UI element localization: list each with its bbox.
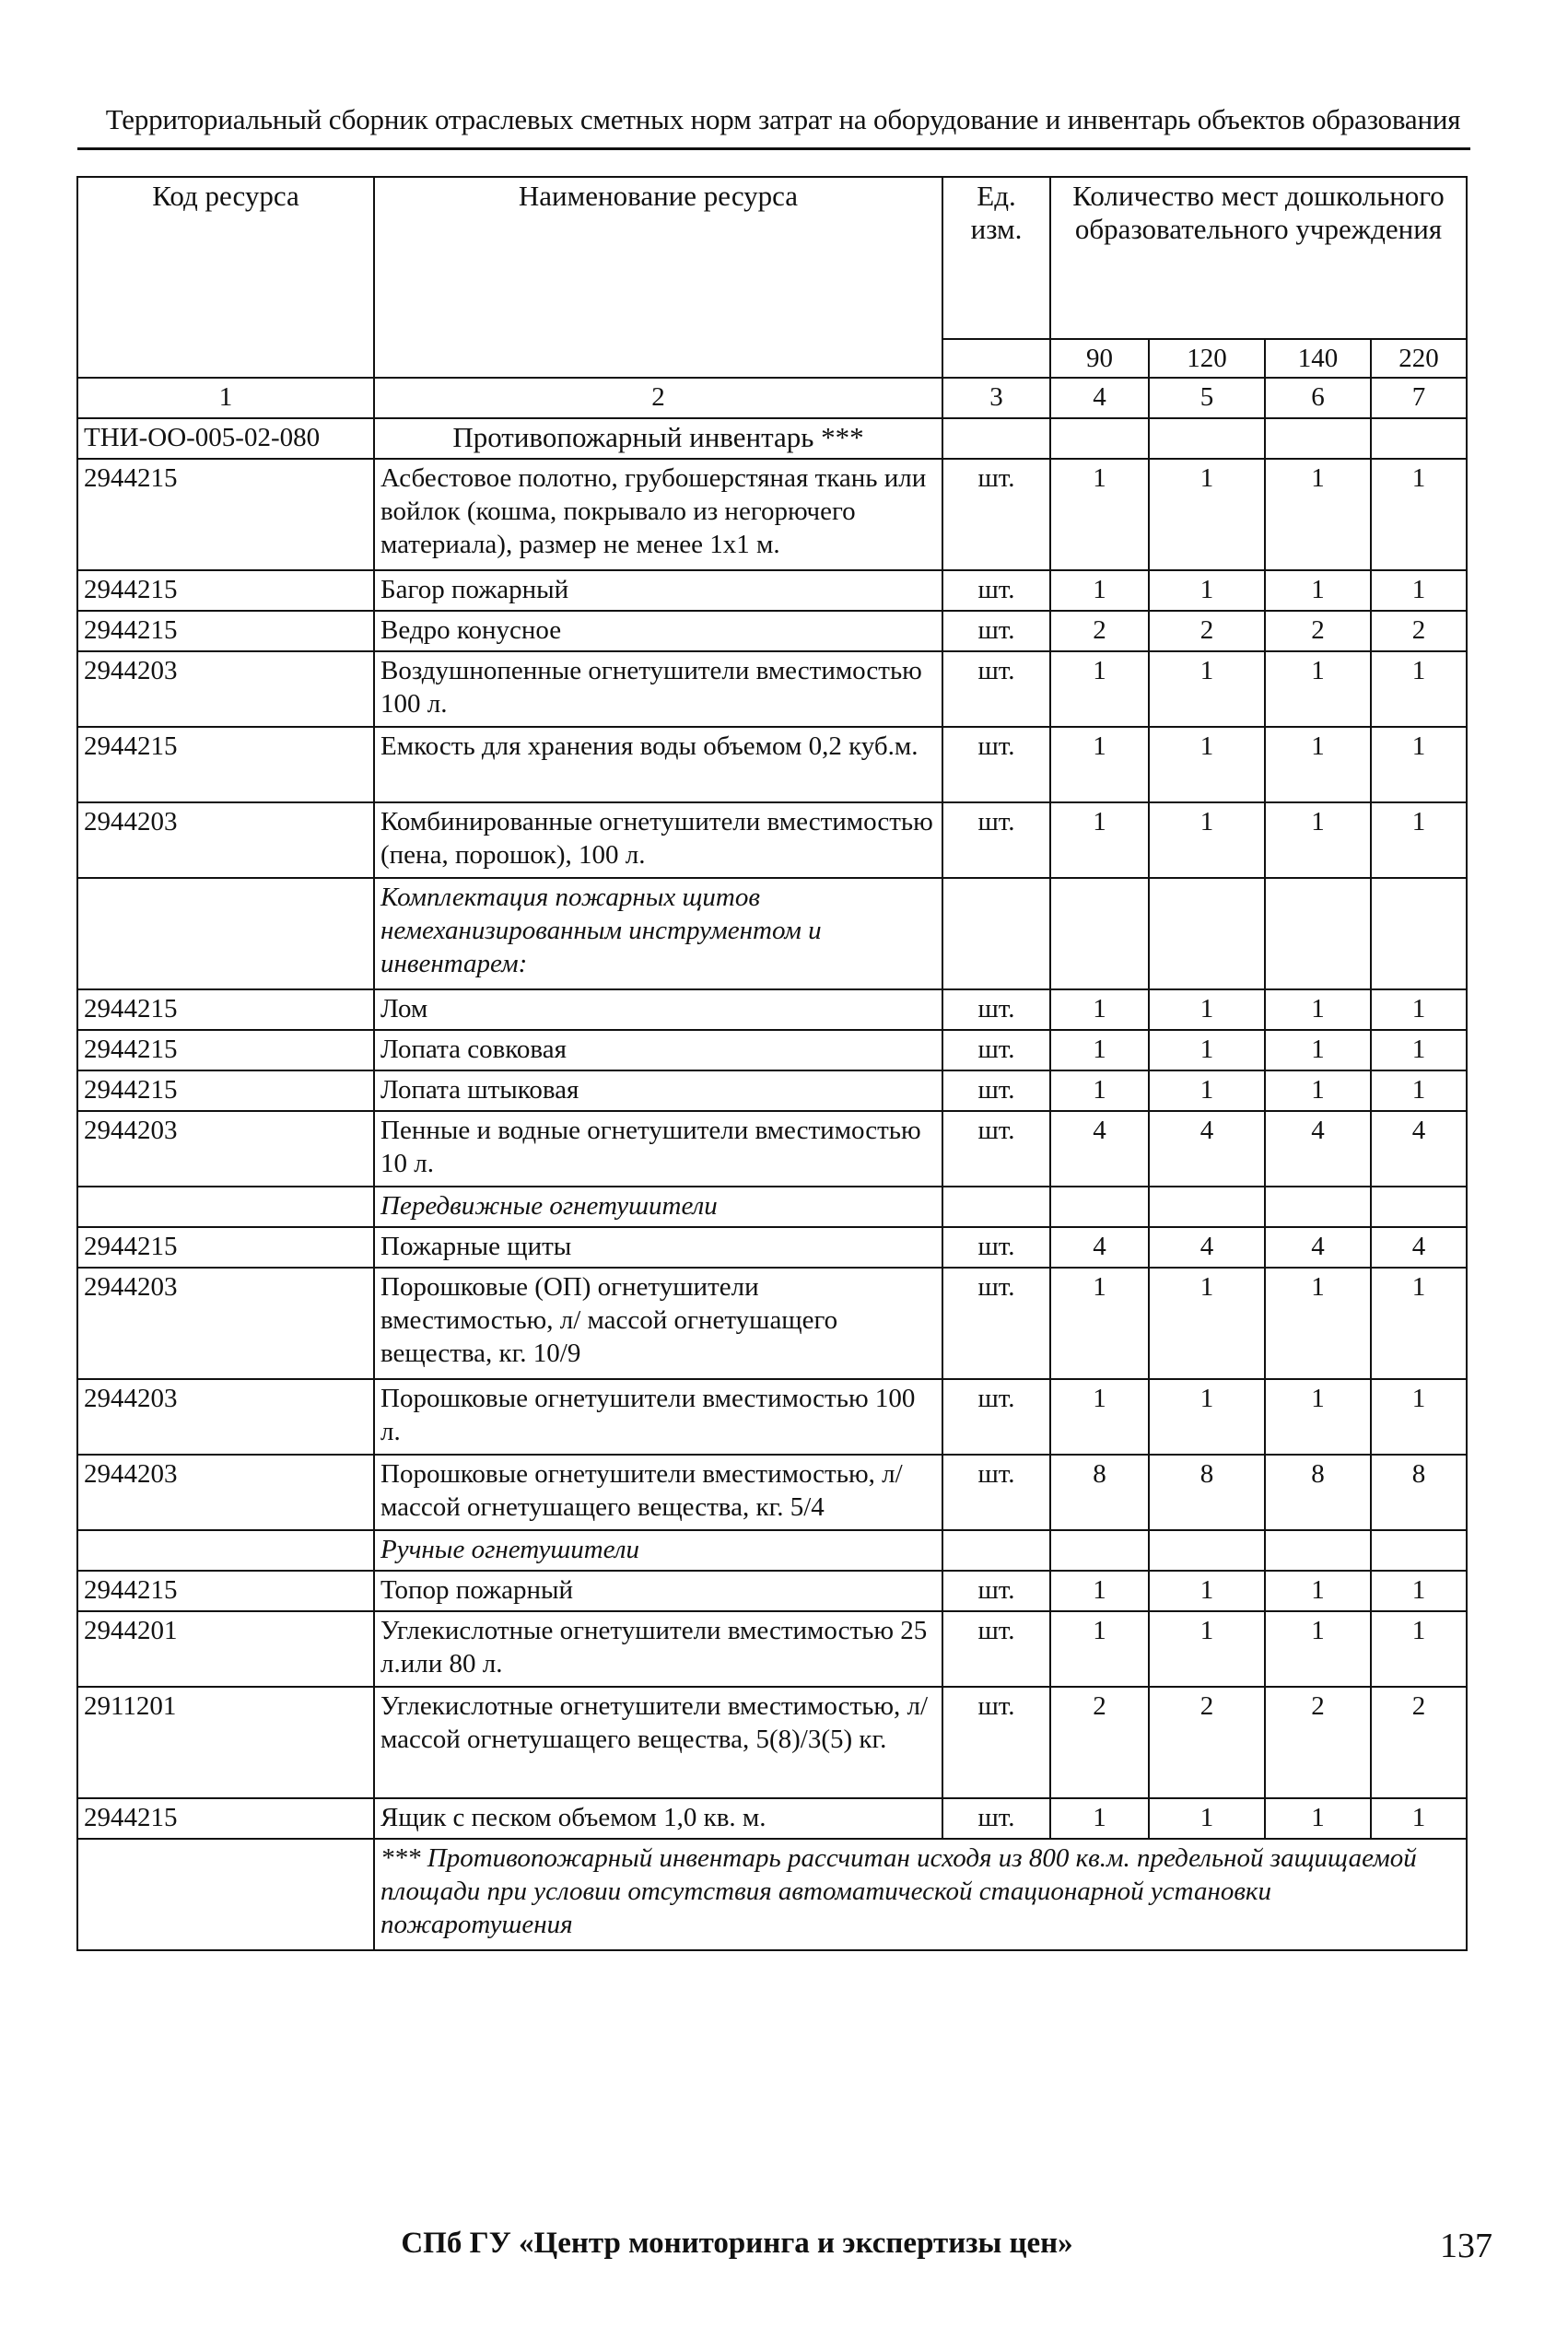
qty-220: 1 <box>1371 802 1467 878</box>
qty-120: 1 <box>1149 1268 1265 1379</box>
header-code: Код ресурса <box>77 177 374 378</box>
unit: шт. <box>942 651 1050 727</box>
qty-140 <box>1265 878 1371 989</box>
qty-220: 1 <box>1371 1571 1467 1611</box>
qty-90: 8 <box>1050 1455 1149 1530</box>
table-row <box>77 1070 1467 1111</box>
unit: шт. <box>942 570 1050 611</box>
qty-140: 1 <box>1265 651 1371 727</box>
qty-90: 1 <box>1050 1070 1149 1111</box>
qty-220 <box>1371 1530 1467 1571</box>
resource-code: 2944215 <box>77 611 374 651</box>
qty-120: 1 <box>1149 570 1265 611</box>
qty-220: 1 <box>1371 570 1467 611</box>
qty-140: 1 <box>1265 1571 1371 1611</box>
unit: шт. <box>942 1111 1050 1187</box>
table-row <box>77 570 1467 611</box>
qty-140: 1 <box>1265 1379 1371 1455</box>
qty-220: 4 <box>1371 1227 1467 1268</box>
table-row <box>77 727 1467 802</box>
resource-code: 2944215 <box>77 570 374 611</box>
qty-220 <box>1371 878 1467 989</box>
resource-code: 2944203 <box>77 802 374 878</box>
qty-120: 8 <box>1149 1455 1265 1530</box>
resource-code: 2944215 <box>77 1798 374 1839</box>
resource-name: Ведро конусное <box>374 611 942 651</box>
resource-code: 2944203 <box>77 1268 374 1379</box>
resource-code: 2944203 <box>77 651 374 727</box>
qty-120: 1 <box>1149 802 1265 878</box>
qty-90: 1 <box>1050 459 1149 570</box>
qty-140 <box>1265 1187 1371 1227</box>
resource-code: 2944215 <box>77 459 374 570</box>
qty-140: 1 <box>1265 1611 1371 1687</box>
resource-code: 2944215 <box>77 1030 374 1070</box>
unit: шт. <box>942 727 1050 802</box>
column-number: 6 <box>1265 378 1371 418</box>
footnote-blank <box>77 1839 374 1950</box>
table-row <box>77 1571 1467 1611</box>
column-number: 3 <box>942 378 1050 418</box>
table-row <box>77 1611 1467 1687</box>
unit: шт. <box>942 1687 1050 1798</box>
unit: шт. <box>942 1268 1050 1379</box>
column-number: 7 <box>1371 378 1467 418</box>
qty-140: 1 <box>1265 989 1371 1030</box>
header-place-90: 90 <box>1050 339 1149 378</box>
header-places: Количество мест дошкольного образовательного учреждения <box>1050 177 1467 339</box>
unit: шт. <box>942 1798 1050 1839</box>
subsection-title: Ручные огнетушители <box>374 1530 942 1571</box>
resource-code: 2911201 <box>77 1687 374 1798</box>
unit <box>942 1187 1050 1227</box>
header-divider <box>77 147 1470 150</box>
resource-name: Углекислотные огнетушители вместимостью 25 л.или 80 л. <box>374 1611 942 1687</box>
qty-140: 1 <box>1265 727 1371 802</box>
qty-140: 1 <box>1265 1798 1371 1839</box>
resource-name: Пенные и водные огнетушители вместимостью 10 л. <box>374 1111 942 1187</box>
header-unit: Ед. изм. <box>942 177 1050 339</box>
table-row <box>77 878 1467 989</box>
resource-code <box>77 1530 374 1571</box>
unit: шт. <box>942 1611 1050 1687</box>
qty-120: 1 <box>1149 1379 1265 1455</box>
table-row <box>77 459 1467 570</box>
resource-name: Комбинированные огнетушители вместимостью (пена, порошок), 100 л. <box>374 802 942 878</box>
qty-120: 2 <box>1149 1687 1265 1798</box>
resource-name: Топор пожарный <box>374 1571 942 1611</box>
qty-220: 1 <box>1371 989 1467 1030</box>
qty-220: 8 <box>1371 1455 1467 1530</box>
resource-name: Углекислотные огнетушители вместимостью, л/массой огнетушащего вещества, 5(8)/3(5) кг. <box>374 1687 942 1798</box>
running-header: Территориальный сборник отраслевых сметных норм затрат на оборудование и инвентарь объектов образования <box>105 103 1461 135</box>
qty-90: 1 <box>1050 1379 1149 1455</box>
resource-name: Порошковые (ОП) огнетушители вместимостью, л/ массой огнетушащего вещества, кг. 10/9 <box>374 1268 942 1379</box>
resource-name: Порошковые огнетушители вместимостью, л/ массой огнетушащего вещества, кг. 5/4 <box>374 1455 942 1530</box>
resource-code: 2944215 <box>77 727 374 802</box>
qty-120: 1 <box>1149 727 1265 802</box>
resource-code <box>77 1187 374 1227</box>
table-row <box>77 1268 1467 1379</box>
resource-code: 2944203 <box>77 1111 374 1187</box>
qty-140: 1 <box>1265 1030 1371 1070</box>
table-row <box>77 418 1467 459</box>
qty-140: 1 <box>1265 570 1371 611</box>
qty-140: 1 <box>1265 459 1371 570</box>
resource-name: Лопата совковая <box>374 1030 942 1070</box>
qty-120 <box>1149 878 1265 989</box>
table-footnote: *** Противопожарный инвентарь рассчитан исходя из 800 кв.м. предельной защищаемой площади при условии отсутствия автоматической стационарной установки пожаротушения <box>374 1839 1467 1950</box>
qty-90: 1 <box>1050 1268 1149 1379</box>
column-number: 4 <box>1050 378 1149 418</box>
unit: шт. <box>942 1070 1050 1111</box>
table-row <box>77 1687 1467 1798</box>
subsection-title: Комплектация пожарных щитов немеханизированным инструментом и инвентарем: <box>374 878 942 989</box>
table-row <box>77 1379 1467 1455</box>
resource-name: Лом <box>374 989 942 1030</box>
qty-220: 1 <box>1371 651 1467 727</box>
table-row <box>77 1227 1467 1268</box>
resource-name: Пожарные щиты <box>374 1227 942 1268</box>
qty-90: 1 <box>1050 1030 1149 1070</box>
qty-120: 1 <box>1149 989 1265 1030</box>
table-row <box>77 1798 1467 1839</box>
header-unit-blank <box>942 339 1050 378</box>
unit: шт. <box>942 989 1050 1030</box>
unit: шт. <box>942 459 1050 570</box>
qty-120: 1 <box>1149 1798 1265 1839</box>
page-number: 137 <box>1440 2227 1492 2265</box>
resource-code: 2944203 <box>77 1379 374 1455</box>
qty-90: 1 <box>1050 802 1149 878</box>
qty-220: 1 <box>1371 459 1467 570</box>
qty-90 <box>1050 1187 1149 1227</box>
qty-120 <box>1149 1530 1265 1571</box>
qty-90: 1 <box>1050 727 1149 802</box>
qty-220 <box>1371 418 1467 459</box>
qty-90: 4 <box>1050 1111 1149 1187</box>
table-row <box>77 989 1467 1030</box>
qty-220: 2 <box>1371 611 1467 651</box>
qty-120: 1 <box>1149 459 1265 570</box>
unit: шт. <box>942 611 1050 651</box>
unit: шт. <box>942 1030 1050 1070</box>
table-row <box>77 1030 1467 1070</box>
qty-90: 1 <box>1050 1611 1149 1687</box>
unit: шт. <box>942 1379 1050 1455</box>
resource-code: 2944215 <box>77 1227 374 1268</box>
qty-220: 1 <box>1371 1798 1467 1839</box>
resource-code: ТНИ-ОО-005-02-080 <box>77 418 374 459</box>
qty-120: 1 <box>1149 651 1265 727</box>
qty-90: 2 <box>1050 611 1149 651</box>
qty-220: 1 <box>1371 1611 1467 1687</box>
unit <box>942 418 1050 459</box>
qty-90 <box>1050 878 1149 989</box>
qty-90: 2 <box>1050 1687 1149 1798</box>
unit: шт. <box>942 1571 1050 1611</box>
qty-220 <box>1371 1187 1467 1227</box>
qty-140 <box>1265 1530 1371 1571</box>
qty-120 <box>1149 1187 1265 1227</box>
qty-120: 2 <box>1149 611 1265 651</box>
column-number: 5 <box>1149 378 1265 418</box>
resource-name: Лопата штыковая <box>374 1070 942 1111</box>
qty-220: 1 <box>1371 1268 1467 1379</box>
qty-140 <box>1265 418 1371 459</box>
unit <box>942 1530 1050 1571</box>
unit: шт. <box>942 1455 1050 1530</box>
qty-120: 1 <box>1149 1611 1265 1687</box>
qty-120: 4 <box>1149 1111 1265 1187</box>
resource-name: Воздушнопенные огнетушители вместимостью 100 л. <box>374 651 942 727</box>
table-row <box>77 802 1467 878</box>
resource-name: Багор пожарный <box>374 570 942 611</box>
unit: шт. <box>942 1227 1050 1268</box>
table-footnote-row <box>77 1839 1467 1950</box>
qty-140: 4 <box>1265 1227 1371 1268</box>
resource-code: 2944215 <box>77 1571 374 1611</box>
qty-90: 1 <box>1050 1571 1149 1611</box>
table-row <box>77 1455 1467 1530</box>
header-place-120: 120 <box>1149 339 1265 378</box>
qty-90: 4 <box>1050 1227 1149 1268</box>
qty-140: 1 <box>1265 1268 1371 1379</box>
qty-220: 1 <box>1371 1070 1467 1111</box>
qty-220: 4 <box>1371 1111 1467 1187</box>
qty-140: 1 <box>1265 1070 1371 1111</box>
subsection-title: Передвижные огнетушители <box>374 1187 942 1227</box>
qty-90 <box>1050 1530 1149 1571</box>
qty-140: 8 <box>1265 1455 1371 1530</box>
resource-name: Ящик с песком объемом 1,0 кв. м. <box>374 1798 942 1839</box>
table-row <box>77 1530 1467 1571</box>
resource-name: Асбестовое полотно, грубошерстяная ткань или войлок (кошма, покрывало из негорючего материала), размер не менее 1х1 м. <box>374 459 942 570</box>
column-number: 2 <box>374 378 942 418</box>
qty-90 <box>1050 418 1149 459</box>
resource-name: Емкость для хранения воды объемом 0,2 куб.м. <box>374 727 942 802</box>
column-number: 1 <box>77 378 374 418</box>
section-title: Противопожарный инвентарь *** <box>374 418 942 459</box>
qty-120 <box>1149 418 1265 459</box>
qty-220: 2 <box>1371 1687 1467 1798</box>
qty-140: 2 <box>1265 611 1371 651</box>
table-row <box>77 1111 1467 1187</box>
resource-code: 2944215 <box>77 989 374 1030</box>
qty-90: 1 <box>1050 651 1149 727</box>
header-place-140: 140 <box>1265 339 1371 378</box>
resource-code: 2944201 <box>77 1611 374 1687</box>
qty-140: 2 <box>1265 1687 1371 1798</box>
table-row <box>77 651 1467 727</box>
qty-220: 1 <box>1371 1379 1467 1455</box>
table-row <box>77 1187 1467 1227</box>
qty-120: 1 <box>1149 1571 1265 1611</box>
qty-90: 1 <box>1050 1798 1149 1839</box>
header-place-220: 220 <box>1371 339 1467 378</box>
resource-table <box>76 176 1468 1951</box>
qty-140: 1 <box>1265 802 1371 878</box>
qty-90: 1 <box>1050 989 1149 1030</box>
resource-code <box>77 878 374 989</box>
qty-120: 4 <box>1149 1227 1265 1268</box>
footer-organization: СПб ГУ «Центр мониторинга и экспертизы цен» <box>401 2227 1073 2260</box>
column-number-row <box>77 378 1467 418</box>
header-name: Наименование ресурса <box>374 177 942 378</box>
qty-120: 1 <box>1149 1030 1265 1070</box>
resource-code: 2944215 <box>77 1070 374 1111</box>
unit: шт. <box>942 802 1050 878</box>
qty-90: 1 <box>1050 570 1149 611</box>
qty-220: 1 <box>1371 727 1467 802</box>
qty-140: 4 <box>1265 1111 1371 1187</box>
qty-220: 1 <box>1371 1030 1467 1070</box>
unit <box>942 878 1050 989</box>
table-row <box>77 611 1467 651</box>
resource-code: 2944203 <box>77 1455 374 1530</box>
qty-120: 1 <box>1149 1070 1265 1111</box>
resource-name: Порошковые огнетушители вместимостью 100 л. <box>374 1379 942 1455</box>
